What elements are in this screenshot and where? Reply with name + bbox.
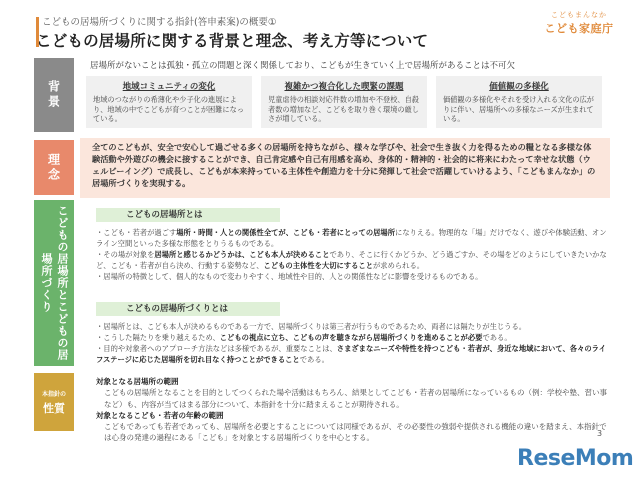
page-subtitle: こどもの居場所づくりに関する指針(答申素案)の概要① [42, 17, 277, 28]
background-card-values [436, 76, 602, 128]
list-item: ・目的や対象者へのアプローチ方法などは多様であるが、重要なことは、さまざまなニーズや特性を持つこども・若者が、身近な地域において、各々のライフステージに応じた居場所を切れ目なく持つことができることである。 [96, 343, 607, 364]
card-title: 価値観の多様化 [489, 82, 549, 92]
nature-heading-age: 対象となるこども・若者の年齢の範囲 [96, 410, 224, 420]
background-card-community [86, 76, 252, 128]
nature-text-age: こどもであっても若者であっても、居場所を必要とすることについては同様であるが、その必要性の強弱や提供される機能の違いを踏まえ、本指針では心身の発達の過程にある「こども」を対象とする居場所づくりを中心とする。 [104, 422, 607, 443]
card-body: 価値観の多様化やそれを受け入れる文化の広がりに伴い、居場所への多様なニーズが生まれている。 [443, 95, 594, 124]
nature-body [96, 376, 610, 444]
card-body: 児童虐待の相談対応件数の増加や不登校、自殺者数の増加など、こどもを取り巻く環境の厳しさが増している。 [268, 95, 419, 124]
watermark-logo: ReseMom [517, 446, 634, 471]
card-title: 地域コミュニティの変化 [122, 82, 216, 92]
page-title: こどもの居場所に関する背景と理念、考え方等について [36, 32, 429, 50]
agency-logo [536, 10, 622, 42]
logo-tagline: こどもまんなか [551, 11, 607, 19]
section-heading-ibasho: こどもの居場所とは [96, 208, 280, 222]
section-body-ibasho [96, 228, 610, 283]
nature-text-scope: こどもの居場所となることを目的としてつくられた場や活動はもちろん、結果としてこども・若者の居場所になっているもの（例：学校や塾、習い事など）も、内容が当てはまる部分について、本指針を十分に踏まえることが期待される。 [104, 388, 607, 409]
card-title: 複雑かつ複合化した喫緊の課題 [284, 82, 404, 92]
logo-name: こども家庭庁 [544, 22, 614, 35]
philosophy-text: 全てのこどもが、安全で安心して過ごせる多くの居場所を持ちながら、様々な学びや、社会で生き抜く力を得るための糧となる多様な体験活動や外遊びの機会に接することができ、自己肯定感や自己有用感を高め、身体的・精神的・社会的に将来にわたって幸せな状態（ウェルビーイング）で成長し、こどもが本来持っている主体性や創造力を十分に発揮して社会で活躍していけるよう、「こどもまんなか」の居場所づくりを実現する。 [80, 138, 610, 198]
section-heading-ibasho-zukuri: こどもの居場所づくりとは [96, 302, 280, 316]
list-item: ・居場所の特徴として、個人的なもので変わりやすく、地域性や目的、人との関係性などに影響を受けるものである。 [96, 271, 483, 281]
list-item: ・こども・若者が過ごす場所・時間・人との関係性全てが、こども・若者にとっての居場所になりえる。物理的な「場」だけでなく、遊びや体験活動、オンライン空間といった多様な形態をとりうるものである。 [96, 228, 607, 248]
nature-heading-scope: 対象となる居場所の範囲 [96, 377, 179, 386]
label-philosophy: 理念 [34, 140, 74, 195]
list-item: ・こうした隔たりを乗り越えるため、こどもの視点に立ち、こどもの声を聴きながら居場所づくりを進めることが必要である。 [96, 332, 512, 342]
label-ibasho: こどもの居場所とこどもの居場所づくり [34, 200, 74, 366]
label-nature: 本指針の 性質 [34, 373, 74, 431]
card-body: 地域のつながりの希薄化や少子化の進展により、地域の中でこどもが育つことが困難になっている。 [93, 95, 244, 124]
background-lead: 居場所がないことは孤独・孤立の問題と深く関係しており、こどもが生きていく上で居場所があることは不可欠 [90, 61, 516, 71]
background-card-issues [261, 76, 427, 128]
list-item: ・居場所とは、こども本人が決めるものである一方で、居場所づくりは第三者が行うものであるため、両者には隔たりが生じうる。 [96, 322, 527, 331]
page-number: 3 [597, 429, 603, 438]
section-body-ibasho-zukuri [96, 322, 610, 366]
label-background: 背景 [34, 58, 74, 132]
list-item: ・その場が対象を居場所と感じるかどうかは、こども本人が決めることであり、そこに行くかどうか、どう過ごすか、その場をどのようにしていきたいかなど、こども・若者が自ら決め、行動する姿勢など、こどもの主体性を大切にすることが求められる。 [96, 249, 607, 270]
